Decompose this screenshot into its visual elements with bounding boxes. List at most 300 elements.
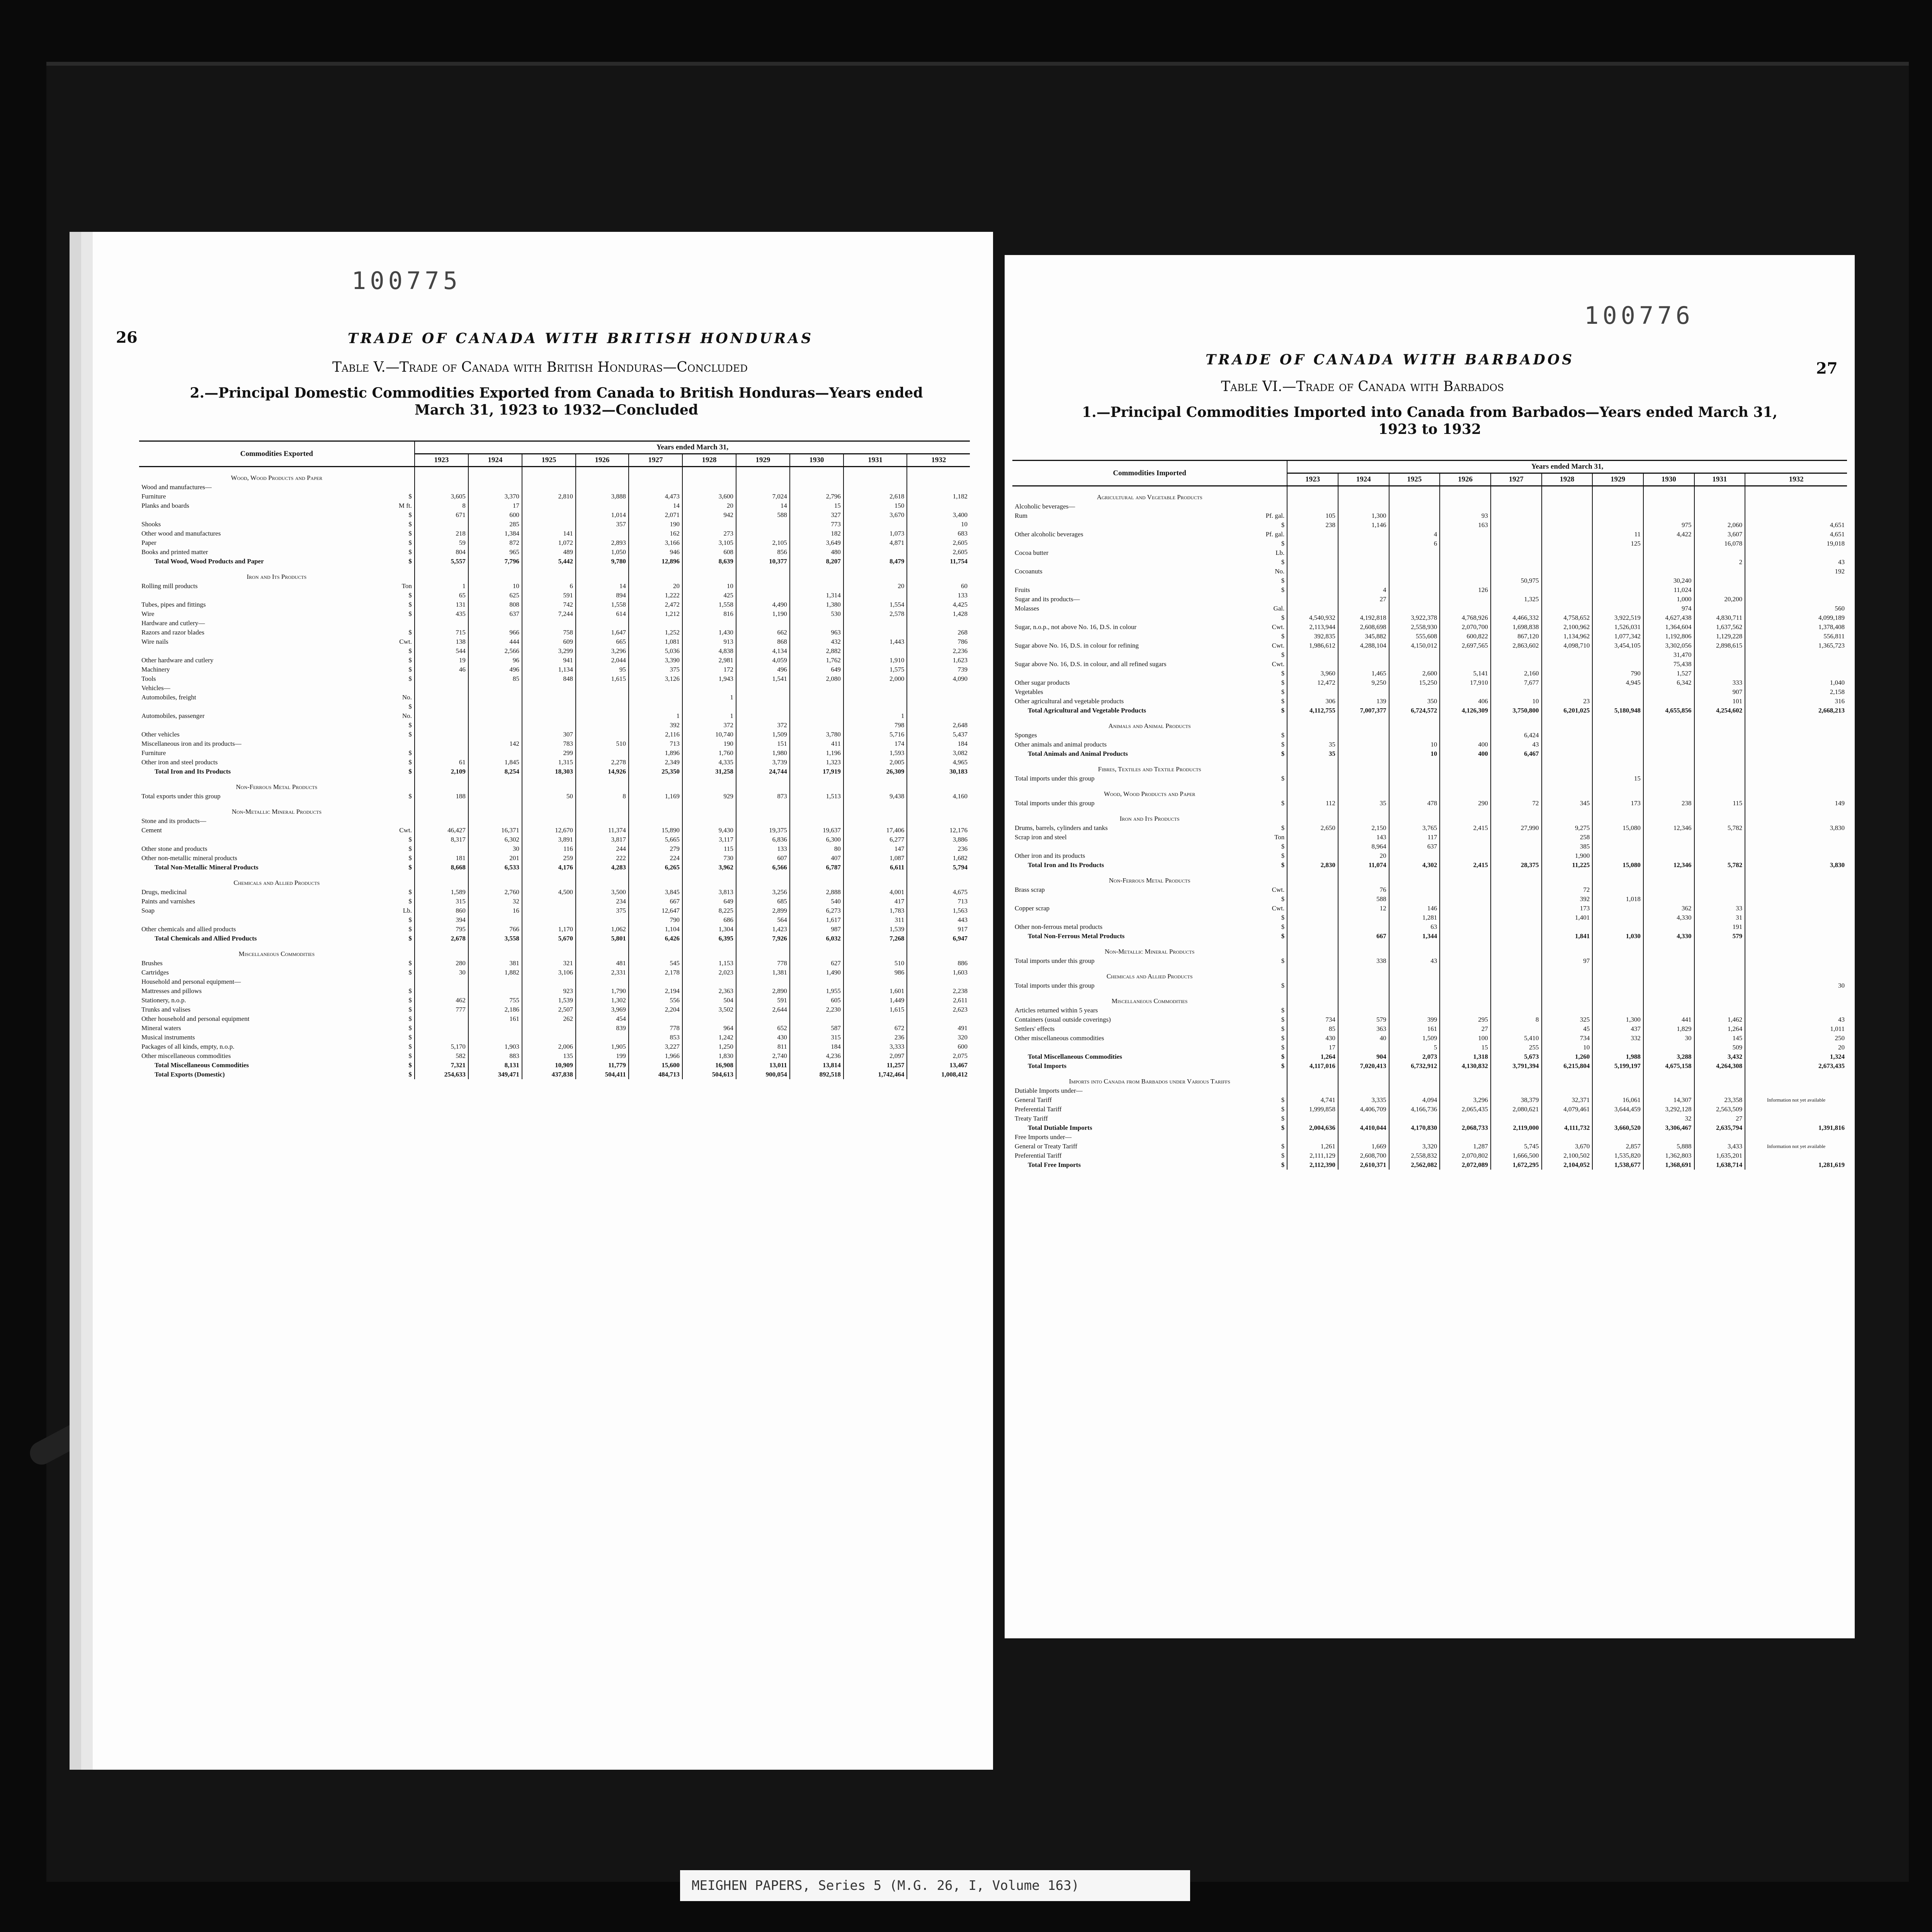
year-header: 1923 [1287,473,1338,486]
value-cell: 133 [907,591,970,600]
value-cell: 2,566 [468,646,522,656]
empty-cell [1287,783,1338,799]
commodity-label: Total Dutiable Imports [1028,1124,1092,1131]
value-cell: 8,479 [844,557,907,566]
value-cell: 730 [682,854,736,863]
unit-cell: $ [408,666,412,673]
year-header: 1926 [1440,473,1491,486]
section-heading: Agricultural and Vegetable Products [1097,493,1202,501]
value-cell: 1,980 [736,748,790,758]
value-cell: 2,898,615 [1694,641,1745,650]
value-cell [1491,511,1542,520]
value-cell: 10 [468,582,522,591]
value-cell: 1,742,464 [844,1070,907,1079]
value-cell [1745,749,1847,759]
value-cell [522,483,576,492]
empty-cell [1389,966,1440,981]
value-cell: 1,558 [576,600,629,609]
value-cell: 600,822 [1440,632,1491,641]
value-cell: 43 [1389,956,1440,966]
table-row [139,968,970,977]
value-cell: 357 [576,520,629,529]
unit-cell: $ [408,539,412,546]
value-cell: 588 [736,510,790,520]
commodity-label: Other non-ferrous metal products [1015,923,1103,930]
value-cell [1694,511,1745,520]
commodity-label: Treaty Tariff [1015,1115,1048,1122]
value-cell [907,977,970,986]
value-cell [1643,833,1694,842]
value-cell: 4,768,926 [1440,613,1491,622]
value-cell: 1,509 [1389,1034,1440,1043]
value-cell: 964 [682,1024,736,1033]
value-cell: 437,838 [522,1070,576,1079]
value-cell [1694,851,1745,861]
commodity-label [139,702,394,711]
value-cell: 739 [907,665,970,674]
value-cell: 430 [736,1033,790,1042]
value-cell [1287,604,1338,613]
value-cell: 941 [522,656,576,665]
value-cell: 26,309 [844,767,907,776]
value-cell: 766 [468,925,522,934]
commodity-label: Scrap iron and steel [1015,833,1067,841]
value-cell: 2,072,089 [1440,1160,1491,1170]
value-cell: 6,273 [790,906,844,915]
table-row [1012,678,1847,687]
value-cell: 236 [844,1033,907,1042]
value-cell: 1,490 [790,968,844,977]
value-cell: 244 [576,844,629,854]
unit-cell: $ [408,987,412,995]
value-cell [1338,650,1389,660]
value-cell: 886 [907,959,970,968]
value-cell: 685 [736,897,790,906]
value-cell: 4,059 [736,656,790,665]
value-cell [736,529,790,538]
value-cell [1287,1006,1338,1015]
value-cell [1389,502,1440,511]
table-row [139,748,970,758]
empty-cell [844,467,907,483]
empty-cell [907,467,970,483]
commodity-label: Vehicles— [141,684,170,692]
value-cell [1389,1086,1440,1095]
empty-cell [1592,870,1643,885]
value-cell: 3,670 [1542,1142,1593,1151]
value-cell: 1,300 [1592,1015,1643,1024]
value-cell [1440,660,1491,669]
value-cell [576,702,629,711]
empty-cell [790,943,844,959]
unit-cell: $ [408,969,412,976]
value-cell: 1,129,228 [1694,632,1745,641]
unit-cell: $ [1281,577,1285,584]
value-cell: 564 [736,915,790,925]
value-cell [629,619,682,628]
table-row [139,1033,970,1042]
value-cell: 587 [790,1024,844,1033]
value-cell [1643,511,1694,520]
value-cell: 1,134,962 [1542,632,1593,641]
value-cell [1592,956,1643,966]
value-cell: 234 [576,897,629,906]
commodity-label: Dutiable Imports under— [1015,1087,1083,1094]
empty-cell [1592,783,1643,799]
unit-cell: $ [408,793,412,800]
value-cell: 8,131 [468,1061,522,1070]
value-cell: 12,896 [629,557,682,566]
value-cell [790,711,844,721]
value-cell [1745,932,1847,941]
value-cell: 32 [1643,1114,1694,1123]
value-cell: 1,192,806 [1643,632,1694,641]
value-cell: 18,303 [522,767,576,776]
empty-cell [1287,990,1338,1006]
value-cell: 649 [790,665,844,674]
empty-cell [736,467,790,483]
empty-cell [1338,808,1389,823]
value-cell [844,619,907,628]
section-heading: Fibres, Textiles and Textile Products [1098,765,1201,773]
unit-cell: $ [1281,957,1285,964]
value-cell: 392 [1542,895,1593,904]
value-cell: 149 [1745,799,1847,808]
value-cell [1592,1114,1643,1123]
value-cell [736,977,790,986]
value-cell: 605 [790,996,844,1005]
value-cell [1745,913,1847,922]
value-cell: 15,080 [1592,861,1643,870]
value-cell: 1,381 [736,968,790,977]
commodity-label: Total Animals and Animal Products [1028,750,1128,757]
value-cell: 146 [1389,904,1440,913]
value-cell [1338,774,1389,783]
table-row [139,637,970,646]
value-cell [1745,511,1847,520]
commodity-label: Cement [141,827,162,834]
value-cell: 3,126 [629,674,682,684]
table-row [1012,823,1847,833]
value-cell: 12 [1338,904,1389,913]
value-cell [1287,904,1338,913]
value-cell [415,520,468,529]
commodity-label: Other miscellaneous commodities [141,1052,231,1060]
value-cell: 238 [1643,799,1694,808]
empty-cell [1338,486,1389,502]
value-cell: 504 [682,996,736,1005]
value-cell: 295 [1440,1015,1491,1024]
empty-cell [1694,966,1745,981]
value-cell: 10,377 [736,557,790,566]
value-cell: 112 [1287,799,1338,808]
value-cell: 1 [629,711,682,721]
value-cell: 30 [415,968,468,977]
value-cell: 963 [790,628,844,637]
value-cell: 1,638,714 [1694,1160,1745,1170]
value-cell: 31,258 [682,767,736,776]
value-cell: 1,672,295 [1491,1160,1542,1170]
empty-cell [629,467,682,483]
empty-cell [1643,941,1694,956]
value-cell [1440,558,1491,567]
commodity-label [1012,913,1264,922]
unit-cell: $ [1281,1016,1285,1023]
value-cell [1592,1133,1643,1142]
value-cell [576,711,629,721]
value-cell [1745,548,1847,558]
value-cell: 662 [736,628,790,637]
value-cell [415,1014,468,1024]
value-cell [790,702,844,711]
value-cell: 392,835 [1287,632,1338,641]
value-cell [629,483,682,492]
empty-cell [1389,808,1440,823]
value-cell: 4,422 [1643,530,1694,539]
value-cell [682,1014,736,1024]
commodity-label: Total Non-Metallic Mineral Products [155,864,259,871]
empty-cell [1389,486,1440,502]
value-cell [1338,1043,1389,1052]
value-cell [736,483,790,492]
value-cell [1338,660,1389,669]
commodity-label: Stationery, n.o.p. [141,997,186,1004]
empty-cell [1592,941,1643,956]
table-row [139,548,970,557]
value-cell [1440,595,1491,604]
commodity-label [1012,842,1264,851]
value-cell: 608 [682,548,736,557]
value-cell: 2,178 [629,968,682,977]
empty-cell [736,801,790,816]
commodity-label [1012,520,1264,530]
value-cell: 1 [415,582,468,591]
unit-cell: Lb. [1276,549,1285,556]
empty-cell [1491,941,1542,956]
value-cell: 43 [1745,1015,1847,1024]
commodity-label: Sugar above No. 16, D.S. in colour, and all refined sugars [1015,660,1167,668]
value-cell [736,520,790,529]
value-cell [1440,731,1491,740]
unit-cell: $ [408,888,412,896]
value-cell: 43 [1491,740,1542,749]
value-cell [576,721,629,730]
value-cell: 7,796 [468,557,522,566]
value-cell: 1,698,838 [1491,622,1542,632]
value-cell: 10 [682,582,736,591]
value-cell [907,684,970,693]
value-cell [1389,687,1440,697]
value-cell: 555,608 [1389,632,1440,641]
value-cell [522,906,576,915]
value-cell: 45 [1542,1024,1593,1034]
value-cell: 315 [415,897,468,906]
value-cell [1338,1006,1389,1015]
value-cell [1440,885,1491,895]
value-cell: 141 [522,529,576,538]
value-cell: 1,077,342 [1592,632,1643,641]
left-page-stamp: 100775 [352,267,461,295]
value-cell: 480 [790,548,844,557]
unit-cell: Pf. gal. [1265,512,1285,519]
value-cell [1389,895,1440,904]
empty-cell [844,566,907,582]
value-cell [1694,895,1745,904]
year-header: 1928 [1542,473,1593,486]
value-cell: 8,668 [415,863,468,872]
unit-cell [394,816,415,826]
empty-cell [1287,870,1338,885]
table-row [139,959,970,968]
table-row [1012,687,1847,697]
value-cell: 986 [844,968,907,977]
value-cell: 406 [1440,697,1491,706]
years-column-header: Years ended March 31, [415,441,970,454]
value-cell: 7,677 [1491,678,1542,687]
value-cell: 1,212 [629,609,682,619]
value-cell: 105 [1287,511,1338,520]
value-cell: 454 [576,1014,629,1024]
value-cell [1745,1006,1847,1015]
value-cell: 3,105 [682,538,736,548]
value-cell: 867,120 [1491,632,1542,641]
value-cell [1440,932,1491,941]
right-table-title: Table VI.—Trade of Canada with Barbados [1221,379,1504,395]
empty-cell [468,872,522,888]
empty-cell [1745,870,1847,885]
unit-cell: $ [408,520,412,528]
value-cell: 1,900 [1542,851,1593,861]
value-cell: 3,433 [1694,1142,1745,1151]
commodity-label: Stone and its products— [141,817,206,825]
commodity-label [139,646,394,656]
commodity-label: Sugar above No. 16, D.S. in colour for refining [1015,642,1139,649]
unit-cell: $ [1281,614,1285,621]
value-cell: 218 [415,529,468,538]
value-cell: 254,633 [415,1070,468,1079]
unit-cell [1264,502,1287,511]
empty-cell [1440,941,1491,956]
value-cell [1542,567,1593,576]
value-cell [1643,558,1694,567]
value-cell: 6,787 [790,863,844,872]
value-cell [1389,660,1440,669]
value-cell [1745,904,1847,913]
value-cell: 6,467 [1491,749,1542,759]
value-cell: 2,558,832 [1389,1151,1440,1160]
value-cell: 894 [576,591,629,600]
value-cell [1389,731,1440,740]
value-cell: 1 [844,711,907,721]
value-cell [1694,585,1745,595]
commodity-label: Total imports under this group [1015,799,1095,807]
value-cell [1542,576,1593,585]
commodity-label: Mineral waters [141,1024,181,1032]
value-cell: 2,810 [522,492,576,501]
commodity-label: Total Chemicals and Allied Products [155,935,257,942]
empty-cell [1643,966,1694,981]
value-cell [1643,981,1694,990]
right-subtitle-line1: 1.—Principal Commodities Imported into Canada from Barbados—Years ended March 31, [1082,404,1777,420]
value-cell [629,977,682,986]
value-cell: 4,410,044 [1338,1123,1389,1133]
value-cell: 280 [415,959,468,968]
total-row [1012,749,1847,759]
empty-cell [1643,486,1694,502]
section-heading-row [1012,808,1847,823]
value-cell: 1,615 [576,674,629,684]
unit-cell: Ton [1274,833,1285,841]
empty-cell [1694,1071,1745,1086]
value-cell: 1,462 [1694,1015,1745,1024]
table-row [1012,641,1847,650]
year-header: 1930 [1643,473,1694,486]
unit-cell: $ [1281,843,1285,850]
value-cell: 4,675,158 [1643,1061,1694,1071]
value-cell: 600 [907,1042,970,1051]
value-cell: 441 [1643,1015,1694,1024]
commodity-column-header: Commodities Imported [1012,461,1287,486]
commodity-label [1012,895,1264,904]
value-cell: 1,428 [907,609,970,619]
empty-cell [1745,759,1847,774]
value-cell [1542,1133,1593,1142]
value-cell [576,915,629,925]
value-cell [1643,749,1694,759]
value-cell: 27 [1694,1114,1745,1123]
empty-cell [1287,941,1338,956]
value-cell: 15,250 [1389,678,1440,687]
value-cell: 101 [1694,697,1745,706]
value-cell [1592,511,1643,520]
empty-cell [1491,966,1542,981]
value-cell [1694,576,1745,585]
year-header: 1925 [522,454,576,467]
value-cell: 3,306,467 [1643,1123,1694,1133]
value-cell: 19,375 [736,826,790,835]
empty-cell [1491,808,1542,823]
empty-cell [844,872,907,888]
value-cell: 4,335 [682,758,736,767]
value-cell [1491,895,1542,904]
value-cell [790,619,844,628]
value-cell: 392 [629,721,682,730]
value-cell [907,619,970,628]
value-cell: 1,365,723 [1745,641,1847,650]
value-cell: 860 [415,906,468,915]
value-cell: 1,196 [790,748,844,758]
unit-cell: $ [1281,1152,1285,1159]
value-cell: 4 [1338,585,1389,595]
value-cell: 125 [1592,539,1643,548]
empty-cell [1643,715,1694,731]
value-cell [1643,1086,1694,1095]
value-cell: Information not yet available [1745,1142,1847,1151]
value-cell [1389,1006,1440,1015]
value-cell: 1,593 [844,748,907,758]
value-cell: 2,863,602 [1491,641,1542,650]
unit-cell: $ [408,864,412,871]
value-cell: 400 [1440,749,1491,759]
value-cell [1592,502,1643,511]
section-heading: Wood, Wood Products and Paper [231,474,323,481]
value-cell: 4,170,830 [1389,1123,1440,1133]
table-row [139,826,970,835]
empty-cell [1389,870,1440,885]
value-cell: 425 [682,591,736,600]
value-cell [1287,922,1338,932]
value-cell: 582 [415,1051,468,1061]
